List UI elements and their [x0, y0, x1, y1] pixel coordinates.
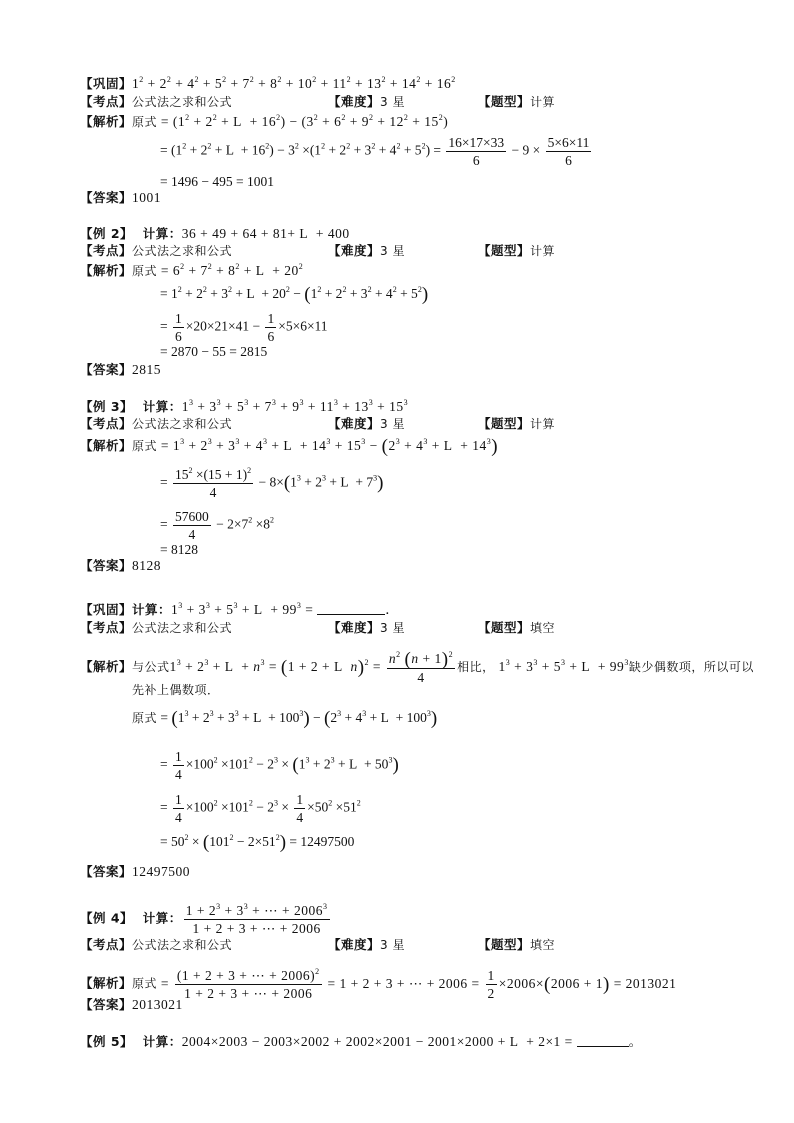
- answer-value: 2013021: [132, 997, 183, 1012]
- solution-step: = 2870 − 55 = 2815: [160, 344, 268, 359]
- difficulty: 3 星: [380, 417, 405, 431]
- solution-step: 原式 = $(1^3 + 2^3 + 3^3 + L + 100^3) - (2^3 + 4^3 + L + 100^3)$: [132, 708, 438, 729]
- problem-type: 填空: [530, 938, 556, 952]
- topic: 公式法之求和公式: [132, 417, 233, 431]
- solution: 【解析】原式 = $1^3 + 2^3 + 3^3 + 4^3 + L + 14^3 + 15^3 - (2^3 + 4^3 + L + 14^3)$: [80, 436, 499, 457]
- topic: 公式法之求和公式: [132, 621, 233, 635]
- topic: 公式法之求和公式: [132, 938, 233, 952]
- example-label: 【例 5】: [80, 1034, 134, 1049]
- problem-type: 计算: [530, 95, 556, 109]
- problem-expression: 2004×2003 − 2003×2002 + 2002×2001 − 2001×2000 + L + 2×1 = 。: [181, 1034, 643, 1049]
- solution-text: 先补上偶数项．: [132, 683, 220, 697]
- solution-step: = $\frac{57600}{4}$ − $2\times 7^2 \times 8^2$: [160, 509, 274, 542]
- answer-value: 2815: [132, 362, 162, 377]
- solution-step: = $50^2 \times (101^2 - 2\times 51^2) = 12497500$: [160, 832, 355, 853]
- solution: 【解析】原式 = $6^2 + 7^2 + 8^2 + L + 20^2$: [80, 262, 304, 278]
- solution-step: = 1496 − 495 = 1001: [160, 174, 274, 189]
- solution-step: = $\frac{1}{6}$ ×20×21×41 − $\frac{1}{6}$ ×5×6×11: [160, 311, 328, 344]
- solution: 【解析】原式 = $\frac{(1 + 2 + 3 + \cdots + 2006)^2}{1 + 2 + 3 + \cdots + 2006}$ = 1 + 2 + 3 + ⋯ + 2006 = $\frac{1}{2}$ ×2006×(2006 + 1) = 2013021: [80, 967, 677, 1001]
- solution-step: = $\frac{15^2 \times(15 + 1)^2}{4}$ − $8\times(1^3 + 2^3 + L + 7^3)$: [160, 466, 384, 500]
- answer: 【答案】12497500: [80, 864, 191, 879]
- problem-expression: $1^2 + 2^2 + 4^2 + 5^2 + 7^2 + 8^2 + 10^2 + 11^2 + 13^2 + 14^2 + 16^2$: [132, 75, 456, 91]
- label-gonggu: 【巩固】: [80, 602, 133, 617]
- difficulty: 3 星: [380, 621, 405, 635]
- answer-value: 12497500: [132, 864, 191, 879]
- answer: 【答案】2815: [80, 362, 162, 377]
- solution: 【解析】与公式$1^3 + 2^3 + L + n^3 = (1 + 2 + L$ n)$^2$ = $\frac{n^2 (n + 1)^2}{4}$ 相比， $1^3 + 3^3 + 5^3 + L + 99^3$缺少偶数项，所以可以: [80, 649, 754, 685]
- meta-row: 【考点】公式法之求和公式: [80, 620, 233, 635]
- solution-step: = $(1^2 + 2^2 + L + 16^2) - 3^2 \times(1^2 + 2^2 + 3^2 + 4^2 + 5^2)$ = $\frac{16\times 17\times 33}{6}$ − 9 × $\frac{5\times 6\times 11}{6}$: [160, 135, 590, 168]
- solution-step: = 8128: [160, 542, 198, 557]
- difficulty: 3 星: [380, 95, 405, 109]
- meta-row: 【考点】公式法之求和公式: [80, 243, 233, 258]
- answer-blank[interactable]: [577, 1034, 629, 1047]
- label-gonggu: 【巩固】: [80, 76, 133, 91]
- answer-value: 1001: [132, 190, 162, 205]
- problem-type: 计算: [530, 244, 556, 258]
- meta-row: 【考点】公式法之求和公式: [80, 94, 233, 109]
- example-label: 【例 3】: [80, 399, 134, 414]
- problem-expression: $1^3 + 3^3 + 5^3 + L + 99^3$ = ．: [171, 601, 400, 617]
- difficulty: 3 星: [380, 938, 405, 952]
- solution-step: = $1^2 + 2^2 + 3^2 + L + 20^2 - (1^2 + 2^2 + 3^2 + 4^2 + 5^2)$: [160, 284, 429, 305]
- answer: 【答案】1001: [80, 190, 162, 205]
- answer-value: 8128: [132, 558, 162, 573]
- example-label: 【例 4】: [80, 910, 134, 926]
- topic: 公式法之求和公式: [132, 244, 233, 258]
- solution-step: = $\frac{1}{4}$ $\times 100^2 \times 101^2 - 2^3 \times (1^3 + 2^3 + L + 50^3)$: [160, 749, 399, 782]
- answer: 【答案】2013021: [80, 997, 183, 1012]
- example-label: 【例 2】: [80, 226, 134, 241]
- answer-blank[interactable]: [317, 602, 385, 615]
- problem-type: 填空: [530, 621, 556, 635]
- solution-step: = $\frac{1}{4}$ $\times 100^2 \times 101^2 - 2^3$ × $\frac{1}{4}$ $\times 50^2 \times 51^2$: [160, 792, 361, 825]
- topic: 公式法之求和公式: [132, 95, 233, 109]
- solution: 【解析】原式 = $(1^2 + 2^2 + L + 16^2) - (3^2 + 6^2 + 9^2 + 12^2 + 15^2)$: [80, 113, 449, 129]
- problem-expression: $1^3 + 3^3 + 5^3 + 7^3 + 9^3 + 11^3 + 13^3 + 15^3$: [181, 398, 409, 414]
- problem-expression: $\frac{1 + 2^3 + 3^3 + \cdots + 2006^3}{1 + 2 + 3 + \cdots + 2006}$: [185, 902, 328, 936]
- answer: 【答案】8128: [80, 558, 162, 573]
- problem-expression: 36 + 49 + 64 + 81+ L + 400: [181, 226, 350, 241]
- meta-row: 【考点】公式法之求和公式: [80, 416, 233, 431]
- meta-row: 【考点】公式法之求和公式: [80, 937, 233, 952]
- problem-type: 计算: [530, 417, 556, 431]
- difficulty: 3 星: [380, 244, 405, 258]
